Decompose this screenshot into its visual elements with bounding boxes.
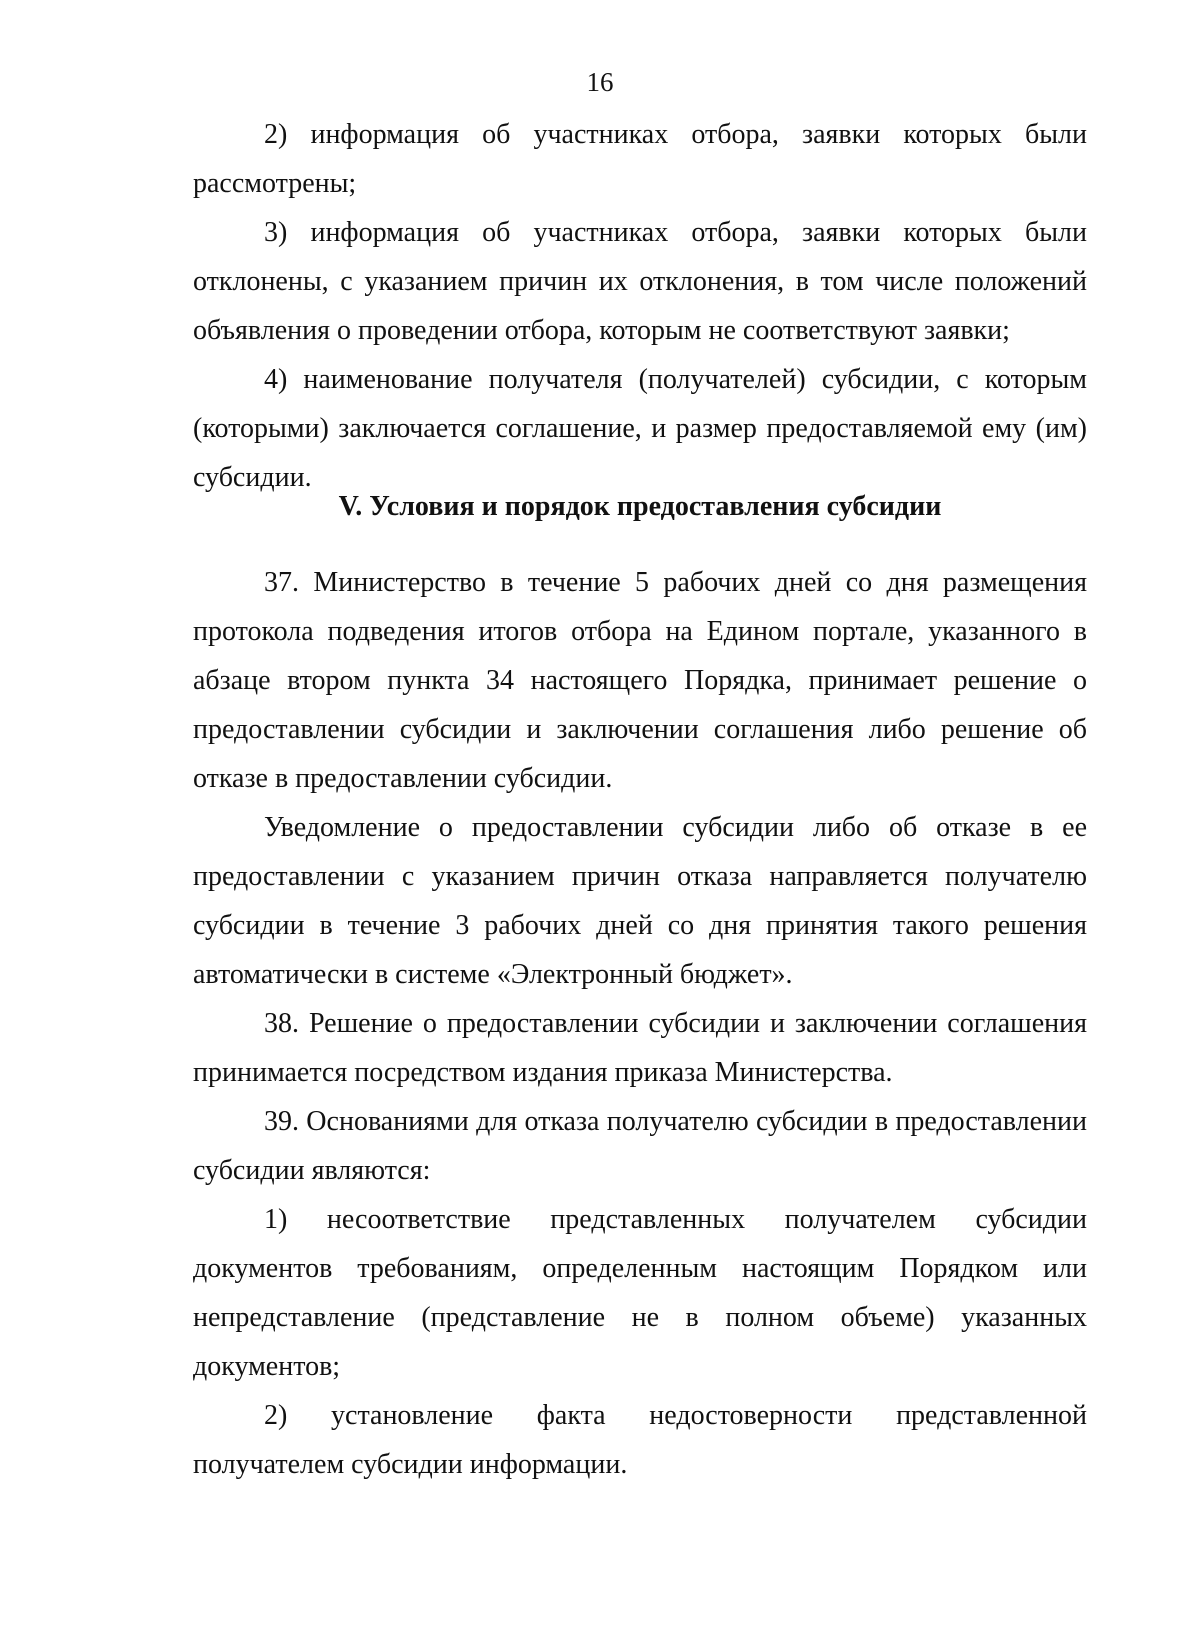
list-item: 1) несоответствие представленных получателем субсидии документов требованиям, определенным настоящим Порядком или непредставление (представление не в полном объеме) указанных документов; bbox=[193, 1204, 1087, 1382]
info-list-block bbox=[193, 110, 1087, 502]
paragraph: 38. Решение о предоставлении субсидии и заключении соглашения принимается посредством издания приказа Министерства. bbox=[193, 1008, 1087, 1088]
paragraph: Уведомление о предоставлении субсидии либо об отказе в ее предоставлении с указанием причин отказа направляется получателю субсидии в течение 3 рабочих дней со дня принятия такого решения автоматически в системе «Электронный бюджет». bbox=[193, 812, 1087, 990]
paragraph: 37. Министерство в течение 5 рабочих дней со дня размещения протокола подведения итогов отбора на Едином портале, указанного в абзаце втором пункта 34 настоящего Порядка, принимает решение о предоставлении субсидии и заключении соглашения либо решение об отказе в предоставлении субсидии. bbox=[193, 567, 1087, 794]
conditions-block bbox=[193, 558, 1087, 1489]
list-item: 2) информация об участниках отбора, заявки которых были рассмотрены; bbox=[193, 119, 1087, 199]
list-item: 4) наименование получателя (получателей) субсидии, с которым (которыми) заключается соглашение, и размер предоставляемой ему (им) субсидии. bbox=[193, 364, 1087, 493]
page-number: 16 bbox=[586, 67, 614, 97]
section-heading: V. Условия и порядок предоставления субсидии bbox=[338, 491, 942, 522]
paragraph: 39. Основаниями для отказа получателю субсидии в предоставлении субсидии являются: bbox=[193, 1106, 1087, 1186]
list-item: 3) информация об участниках отбора, заявки которых были отклонены, с указанием причин их отклонения, в том числе положений объявления о проведении отбора, которым не соответствуют заявки; bbox=[193, 217, 1087, 346]
list-item: 2) установление факта недостоверности представленной получателем субсидии информации. bbox=[193, 1400, 1087, 1480]
